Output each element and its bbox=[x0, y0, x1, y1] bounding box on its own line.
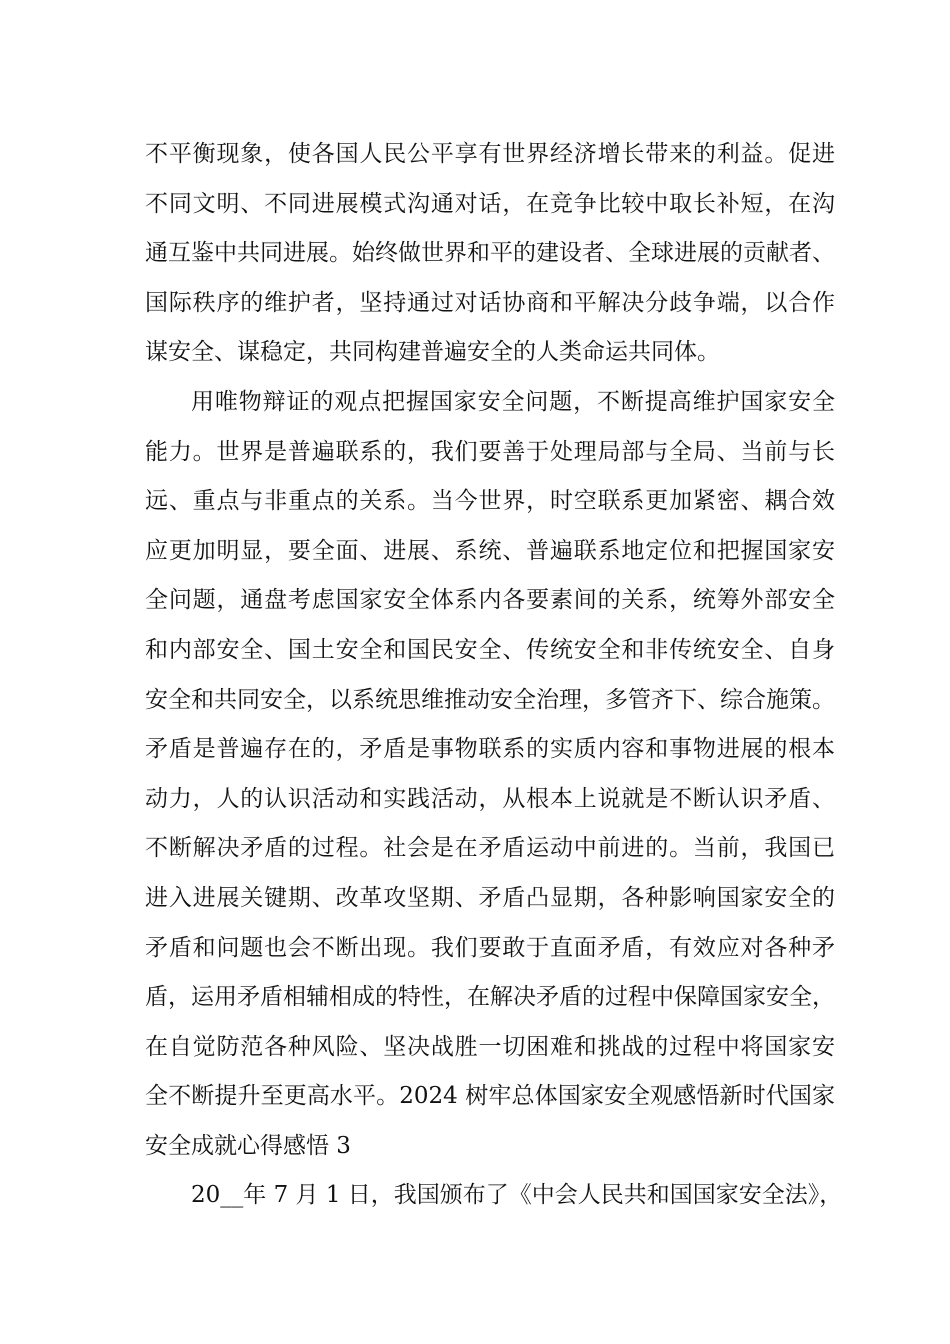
text-line: 能力。世界是普遍联系的，我们要善于处理局部与全局、当前与长 bbox=[145, 438, 835, 465]
text-line: 进入进展关键期、改革攻坚期、矛盾凸显期，各种影响国家安全的 bbox=[145, 884, 835, 911]
text-line: 矛盾和问题也会不断出现。我们要敢于直面矛盾，有效应对各种矛 bbox=[145, 934, 835, 961]
text-line: 盾，运用矛盾相辅相成的特性，在解决矛盾的过程中保障国家安全， bbox=[145, 984, 835, 1011]
text-line: 全问题，通盘考虑国家安全体系内各要素间的关系，统筹外部安全 bbox=[145, 587, 835, 614]
text-line: 国际秩序的维护者，坚持通过对话协商和平解决分歧争端，以合作 bbox=[145, 289, 835, 316]
text-line: 通互鉴中共同进展。始终做世界和平的建设者、全球进展的贡献者、 bbox=[145, 240, 835, 267]
text-line: 远、重点与非重点的关系。当今世界，时空联系更加紧密、耦合效 bbox=[145, 488, 835, 515]
text-line: 不平衡现象，使各国人民公平享有世界经济增长带来的利益。促进 bbox=[145, 141, 835, 167]
text-line: 用唯物辩证的观点把握国家安全问题，不断提高维护国家安全 bbox=[191, 388, 835, 415]
text-line: 和内部安全、国土安全和国民安全、传统安全和非传统安全、自身 bbox=[145, 636, 835, 663]
text-line: 应更加明显，要全面、进展、系统、普遍联系地定位和把握国家安 bbox=[145, 537, 835, 564]
paragraph bbox=[145, 378, 835, 1172]
text-line: 动力，人的认识活动和实践活动，从根本上说就是不断认识矛盾、 bbox=[145, 785, 835, 812]
paragraph bbox=[145, 130, 835, 378]
text-line: 不断解决矛盾的过程。社会是在矛盾运动中前进的。当前，我国已 bbox=[145, 835, 835, 862]
text-line: 安全和共同安全，以系统思维推动安全治理，多管齐下、综合施策。 bbox=[145, 686, 835, 713]
paragraph bbox=[145, 1171, 843, 1221]
text-line: 在自觉防范各种风险、坚决战胜一切困难和挑战的过程中将国家安 bbox=[145, 1033, 835, 1060]
text-line: 不同文明、不同进展模式沟通对话，在竞争比较中取长补短，在沟 bbox=[145, 190, 835, 217]
text-line: 安全成就心得感悟 3 bbox=[145, 1132, 351, 1159]
text-line: 20__年 7 月 1 日，我国颁布了《中会人民共和国国家安全法》， bbox=[191, 1182, 843, 1209]
text-line: 全不断提升至更高水平。2024 树牢总体国家安全观感悟新时代国家 bbox=[145, 1083, 835, 1110]
text-line: 矛盾是普遍存在的，矛盾是事物联系的实质内容和事物进展的根本 bbox=[145, 736, 835, 763]
text-line: 谋安全、谋稳定，共同构建普遍安全的人类命运共同体。 bbox=[145, 339, 720, 366]
document-body bbox=[145, 130, 843, 1221]
